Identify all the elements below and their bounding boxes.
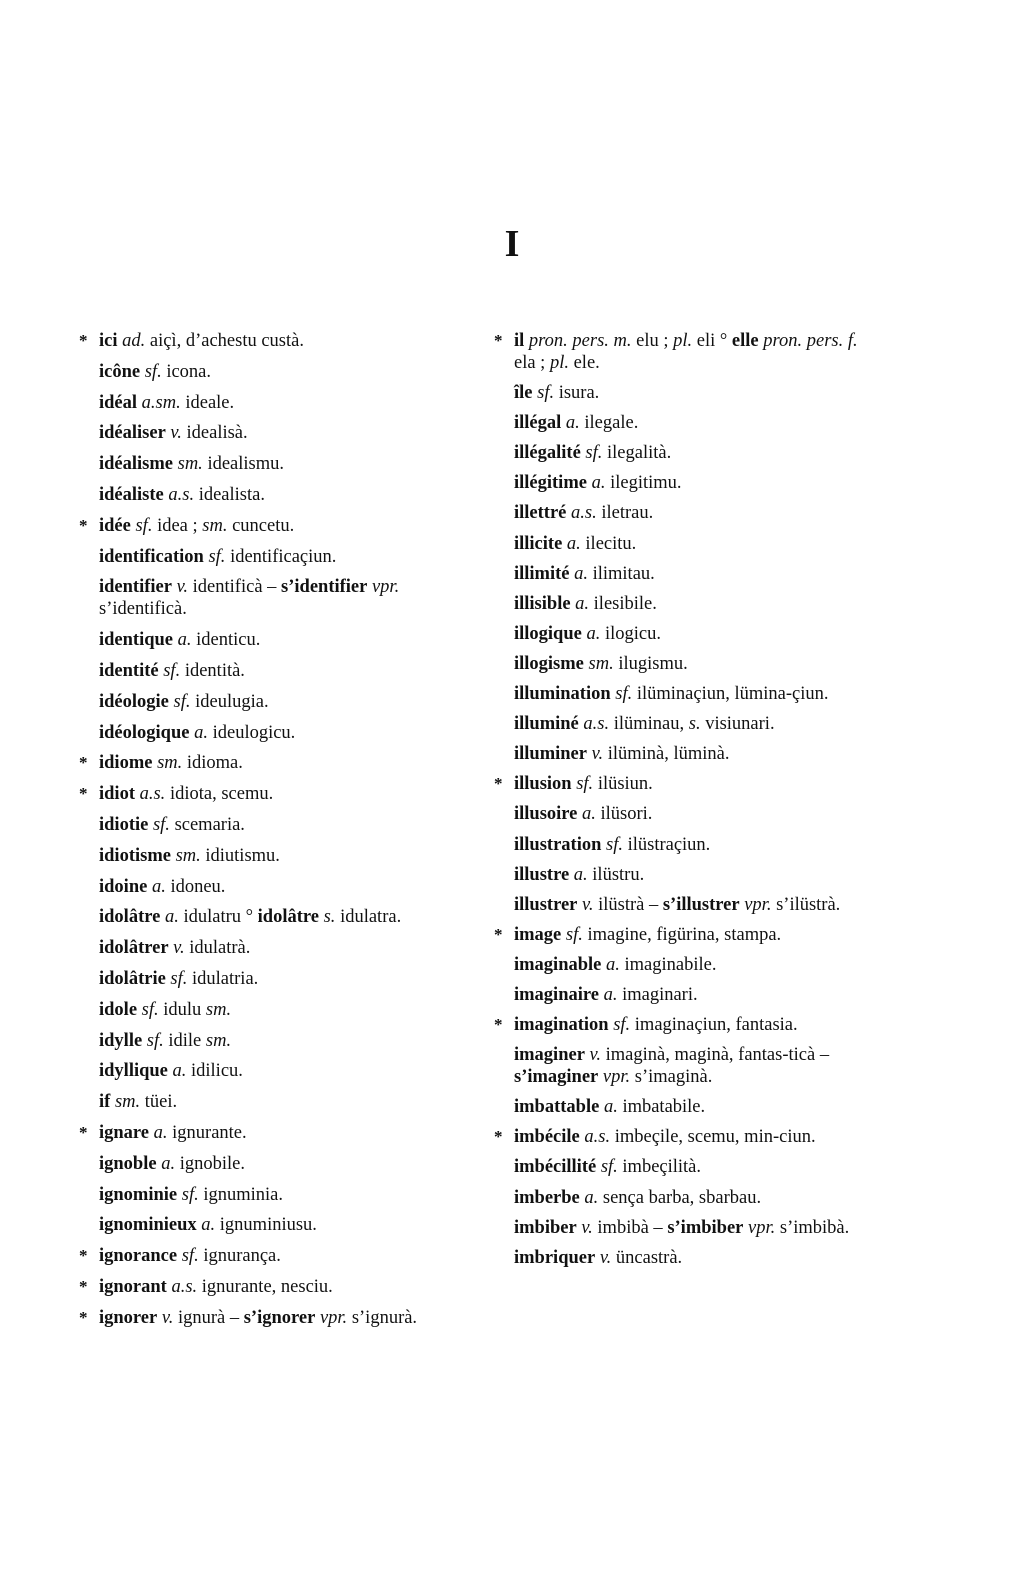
entry-definition: imbibà – [597,1217,663,1238]
entry-definition: ilegalità. [607,443,672,464]
entry-grammar: a.s. [584,1127,611,1148]
entry-headword: illumination [514,684,611,705]
entry-grammar: a. [603,984,618,1005]
dictionary-entry [79,1276,464,1298]
entry-grammar: vpr. [748,1217,776,1238]
entry-grammar: a.s. [171,1276,198,1297]
entry-definition: üncastrà. [615,1247,683,1268]
entry-definition: ilüstru. [592,864,645,885]
entry-headword: idole [99,999,138,1020]
entry-grammar: a.s. [139,784,166,805]
dictionary-entry [79,1030,464,1052]
entry-definition: scemaria. [174,814,245,835]
dictionary-entry [79,999,464,1021]
entry-grammar: a. [164,907,179,928]
dictionary-entry [79,968,464,990]
entry-definition: sença barba, sbarbau. [602,1187,762,1208]
entry-definition: idilicu. [191,1061,243,1082]
dictionary-entry [79,1214,464,1236]
entry-definition: ilüminaçiun, lümina-çiun. [636,684,829,705]
entry-star: * [79,515,88,535]
left-column [79,330,464,1338]
dictionary-entry [494,864,879,886]
dictionary-entry [494,1044,879,1088]
entry-definition: identificà – [192,577,277,598]
entry-headword: ignorance [99,1246,178,1267]
entry-grammar: sf. [181,1246,199,1267]
entry-grammar: a.s. [571,503,597,524]
entry-headword: illustre [514,864,570,885]
entry-definition: ilecitu. [585,533,637,554]
entry-definition: visiunari. [705,714,775,735]
entry-headword: imbécile [514,1127,580,1148]
entry-definition: iletrau. [601,503,654,524]
dictionary-entry [79,484,464,506]
entry-headword: illicite [514,533,563,554]
dictionary-entry [79,876,464,898]
dictionary-entry [79,722,464,744]
dictionary-entry [494,743,879,765]
entry-headword: illégalité [514,443,581,464]
entry-headword: ignorer [99,1307,158,1328]
dictionary-entry [494,803,879,825]
entry-headword: illuminé [514,714,579,735]
dictionary-entry [79,453,464,475]
entry-headword: illimité [514,563,570,584]
entry-grammar: a. [603,1097,618,1118]
entry-grammar: sf. [208,546,226,567]
entry-definition: ilüsiun. [597,774,653,795]
entry-definition: ignuminiusu. [219,1215,317,1236]
entry-headword: s’imbiber [667,1217,744,1238]
entry-grammar: sm. [205,999,232,1020]
dictionary-entry [79,1122,464,1144]
entry-star: * [494,924,503,944]
entry-headword: idyllique [99,1061,168,1082]
dictionary-entry [79,392,464,414]
entry-headword: s’illustrer [662,894,740,915]
entry-definition: ilesibile. [593,593,657,614]
dictionary-entry [494,472,879,494]
entry-definition: idoneu. [170,876,226,897]
entry-headword: idolâtre [99,907,161,928]
entry-headword: illuminer [514,744,587,765]
entry-definition: aiçì, d’achestu custà. [149,331,304,351]
entry-grammar: sm. [205,1030,232,1051]
entry-definition: ignurà – [177,1307,240,1328]
entry-grammar: v. [173,938,185,959]
entry-definition: idulu [163,999,202,1020]
entry-headword: idiome [99,753,153,774]
entry-grammar: pl. [549,353,569,373]
entry-headword: imbattable [514,1097,600,1118]
entry-definition: ilimitau. [592,563,655,584]
entry-definition: tüei. [144,1092,178,1113]
entry-definition: imagine, figürina, stampa. [587,924,782,945]
entry-headword: idiotie [99,814,149,835]
entry-grammar: v. [161,1307,174,1328]
entry-definition: s’ilüstrà. [776,894,841,915]
entry-headword: s’imaginer [514,1067,599,1088]
entry-star: * [494,774,503,794]
dictionary-entry [79,906,464,928]
entry-grammar: a.sm. [141,392,181,413]
entry-headword: illégal [514,413,562,434]
entry-headword: ignominieux [99,1215,197,1236]
entry-definition: imbeçilità. [622,1157,702,1178]
right-column [494,330,879,1277]
entry-grammar: sm. [588,653,614,674]
entry-definition: identificaçiun. [230,546,337,567]
entry-grammar: sf. [615,684,633,705]
entry-grammar: sf. [173,691,191,712]
entry-star: * [79,1122,88,1142]
entry-grammar: a. [582,804,596,825]
entry-grammar: ad. [122,331,146,351]
entry-headword: il [514,331,525,351]
entry-definition: ilüsori. [600,804,653,825]
dictionary-entry [79,546,464,568]
entry-grammar: sm. [177,454,203,475]
dictionary-entry [494,1096,879,1118]
entry-headword: imaginer [514,1045,585,1066]
entry-star: * [494,331,503,350]
entry-definition: s’ignurà. [351,1307,418,1328]
entry-definition: idealismu. [207,454,284,475]
dictionary-entry [79,1307,464,1329]
entry-definition: s’identificà. [99,599,187,620]
entry-grammar: sf. [565,924,583,945]
entry-headword: elle [731,331,759,351]
entry-definition: ignuminia. [203,1184,283,1205]
entry-definition: identità. [184,660,245,681]
entry-definition: ilüstrà – [598,894,659,915]
entry-definition: idulatru ° [183,907,254,928]
entry-headword: illettré [514,503,567,524]
dictionary-entry [79,1245,464,1267]
entry-grammar: a. [606,954,620,975]
dictionary-entry [494,412,879,434]
dictionary-entry [494,984,879,1006]
page-letter-heading: I [504,223,520,265]
entry-headword: idoine [99,876,148,897]
dictionary-entry [494,713,879,735]
dictionary-entry [494,1247,879,1269]
entry-grammar: v. [582,894,594,915]
entry-headword: identifier [99,577,172,598]
entry-grammar: a. [177,630,192,651]
entry-grammar: v. [591,744,604,765]
entry-grammar: a. [573,864,588,885]
entry-definition: imaginà, maginà, fantas-ticà – [605,1045,830,1066]
entry-headword: idéaliste [99,484,164,505]
dictionary-entry [494,1156,879,1178]
entry-headword: ignominie [99,1184,178,1205]
entry-definition: idile [168,1030,202,1051]
entry-headword: illusion [514,774,572,795]
entry-definition: idiota, scemu. [169,784,274,805]
entry-grammar: sf. [163,660,181,681]
entry-headword: île [514,383,533,404]
entry-headword: illustration [514,834,602,855]
entry-headword: imbriquer [514,1247,596,1268]
entry-grammar: sf. [152,814,170,835]
entry-definition: icona. [166,361,212,382]
entry-headword: idéalisme [99,454,173,475]
entry-grammar: sm. [175,845,201,866]
dictionary-entry [494,653,879,675]
entry-headword: image [514,924,562,945]
dictionary-entry [494,1014,879,1036]
entry-headword: idéologie [99,691,169,712]
entry-definition: ignurança. [203,1246,281,1267]
entry-definition: idiutismu. [205,845,280,866]
dictionary-entry [494,773,879,795]
entry-definition: isura. [558,383,600,404]
entry-definition: ele. [573,353,600,373]
entry-grammar: a. [151,876,166,897]
dictionary-entry [79,937,464,959]
entry-grammar: sf. [576,774,594,795]
entry-star: * [494,1015,503,1035]
entry-definition: idealista. [198,484,265,505]
entry-grammar: sf. [600,1157,618,1178]
entry-headword: idée [99,515,131,536]
entry-definition: ideulugia. [195,691,269,712]
dictionary-entry [494,834,879,856]
entry-grammar: a. [586,623,601,644]
entry-definition: idealisà. [186,423,248,444]
entry-headword: idolâtrie [99,968,166,989]
entry-grammar: s. [323,907,336,928]
entry-grammar: a.s. [168,484,195,505]
dictionary-entry [494,1187,879,1209]
entry-grammar: sf. [606,834,623,855]
entry-headword: idéologique [99,722,190,743]
entry-grammar: sm. [114,1092,141,1113]
dictionary-entry [79,845,464,867]
entry-headword: identique [99,630,174,651]
dictionary-entry [79,576,464,620]
entry-star: * [79,1246,88,1266]
entry-grammar: v. [599,1247,612,1268]
entry-grammar: a. [584,1187,599,1208]
entry-definition: ignurante. [172,1122,247,1143]
entry-headword: ignorant [99,1276,167,1297]
entry-definition: identicu. [196,630,261,651]
dictionary-entry [494,382,879,404]
entry-definition: ideulogicu. [212,722,296,743]
entry-headword: s’identifier [281,577,368,598]
entry-star: * [79,784,88,804]
entry-grammar: a. [591,473,606,494]
entry-headword: ignare [99,1122,150,1143]
entry-grammar: sf. [144,361,162,382]
entry-definition: idioma. [186,753,243,774]
entry-definition: ilegale. [584,413,639,434]
entry-headword: s’ignorer [243,1307,316,1328]
entry-headword: identité [99,660,159,681]
entry-grammar: pron. pers. m. [528,331,632,351]
dictionary-entry [79,1153,464,1175]
entry-headword: imaginable [514,954,602,975]
entry-grammar: sm. [157,753,183,774]
entry-headword: illusoire [514,804,578,825]
entry-grammar: sf. [181,1184,199,1205]
entry-headword: imagination [514,1015,609,1036]
entry-definition: elu ; [636,331,669,351]
dictionary-entry [494,954,879,976]
entry-star: * [79,753,88,773]
entry-headword: illogisme [514,653,584,674]
dictionary-entry [494,1126,879,1148]
entry-grammar: sf. [170,968,188,989]
dictionary-entry [494,502,879,524]
entry-definition: idulatra. [340,907,402,928]
dictionary-entry [79,814,464,836]
entry-grammar: pl. [673,331,693,351]
entry-definition: ilüstraçiun. [627,834,711,855]
entry-headword: idiot [99,784,135,805]
dictionary-entry [79,1091,464,1113]
dictionary-entry [79,515,464,537]
entry-grammar: v. [581,1217,593,1238]
dictionary-entry [79,629,464,651]
entry-definition: ilugismu. [618,653,688,674]
entry-headword: imaginaire [514,984,599,1005]
entry-headword: idéal [99,392,138,413]
entry-grammar: sf. [537,383,555,404]
entry-grammar: a. [201,1215,216,1236]
entry-grammar: sf. [613,1015,631,1036]
entry-star: * [494,1127,503,1147]
entry-grammar: a. [161,1153,176,1174]
entry-headword: ici [99,331,118,351]
entry-grammar: a. [575,593,590,614]
entry-grammar: a. [172,1061,187,1082]
entry-headword: imbécillité [514,1157,597,1178]
dictionary-entry [79,1060,464,1082]
entry-grammar: sf. [146,1030,164,1051]
entry-definition: imaginabile. [624,954,717,975]
dictionary-entry [494,533,879,555]
entry-grammar: sf. [135,515,153,536]
entry-headword: illisible [514,593,571,614]
dictionary-entry [494,330,879,374]
entry-headword: idiotisme [99,845,171,866]
entry-definition: imaginari. [622,984,698,1005]
entry-grammar: v. [589,1045,601,1066]
entry-headword: if [99,1092,111,1113]
dictionary-entry [494,1217,879,1239]
entry-grammar: sf. [585,443,603,464]
entry-grammar: v. [170,423,182,444]
dictionary-entry [494,593,879,615]
entry-definition: s’imaginà. [634,1067,713,1088]
dictionary-entry [79,361,464,383]
dictionary-entry [79,330,464,352]
entry-grammar: a. [574,563,588,584]
entry-definition: ilüminà, lüminà. [607,744,730,765]
entry-definition: ilüminau, [613,714,685,735]
dictionary-entry [79,752,464,774]
entry-headword: illégitime [514,473,587,494]
entry-definition: eli ° [696,331,728,351]
entry-headword: imbiber [514,1217,577,1238]
entry-headword: imberbe [514,1187,580,1208]
entry-definition: imbatabile. [622,1097,706,1118]
entry-star: * [79,331,88,350]
entry-grammar: s. [688,714,701,735]
entry-grammar: a.s. [583,714,610,735]
entry-definition: cuncetu. [232,515,295,536]
dictionary-entry [79,422,464,444]
entry-grammar: v. [176,577,189,598]
entry-grammar: sf. [141,999,159,1020]
entry-definition: ignobile. [179,1153,245,1174]
entry-grammar: a. [565,413,580,434]
dictionary-entry [79,691,464,713]
entry-headword: illogique [514,623,582,644]
entry-definition: ignurante, nesciu. [201,1276,333,1297]
entry-star: * [79,1276,88,1296]
dictionary-entry [494,683,879,705]
entry-headword: icône [99,361,141,382]
entry-headword: idylle [99,1030,143,1051]
entry-definition: ilogicu. [604,623,661,644]
entry-definition: s’imbibà. [779,1217,850,1238]
entry-definition: imaginaçiun, fantasia. [634,1015,798,1036]
entry-grammar: vpr. [371,577,400,598]
dictionary-entry [494,623,879,645]
entry-grammar: sm. [202,515,228,536]
entry-definition: ela ; [514,353,546,373]
dictionary-entry [79,660,464,682]
entry-definition: imbeçile, scemu, min-ciun. [614,1127,816,1148]
entry-headword: identification [99,546,204,567]
dictionary-entry [494,563,879,585]
entry-headword: illustrer [514,894,578,915]
dictionary-entry [79,1184,464,1206]
entry-grammar: pron. pers. f. [763,331,858,351]
dictionary-entry [494,924,879,946]
dictionary-entry [79,783,464,805]
entry-definition: idulatrà. [189,938,251,959]
entry-grammar: a. [566,533,581,554]
dictionary-entry [494,442,879,464]
entry-definition: idulatria. [192,968,259,989]
dictionary-entry [494,894,879,916]
entry-grammar: vpr. [319,1307,348,1328]
entry-grammar: a. [153,1122,168,1143]
entry-star: * [79,1307,88,1327]
entry-grammar: vpr. [602,1067,631,1088]
entry-headword: idolâtre [257,907,319,928]
entry-definition: ilegitimu. [610,473,682,494]
entry-definition: ideale. [185,392,235,413]
entry-definition: idea ; [157,515,198,536]
entry-grammar: vpr. [744,894,772,915]
entry-grammar: a. [194,722,208,743]
entry-headword: idéaliser [99,423,166,444]
entry-headword: idolâtrer [99,938,169,959]
entry-headword: ignoble [99,1153,157,1174]
